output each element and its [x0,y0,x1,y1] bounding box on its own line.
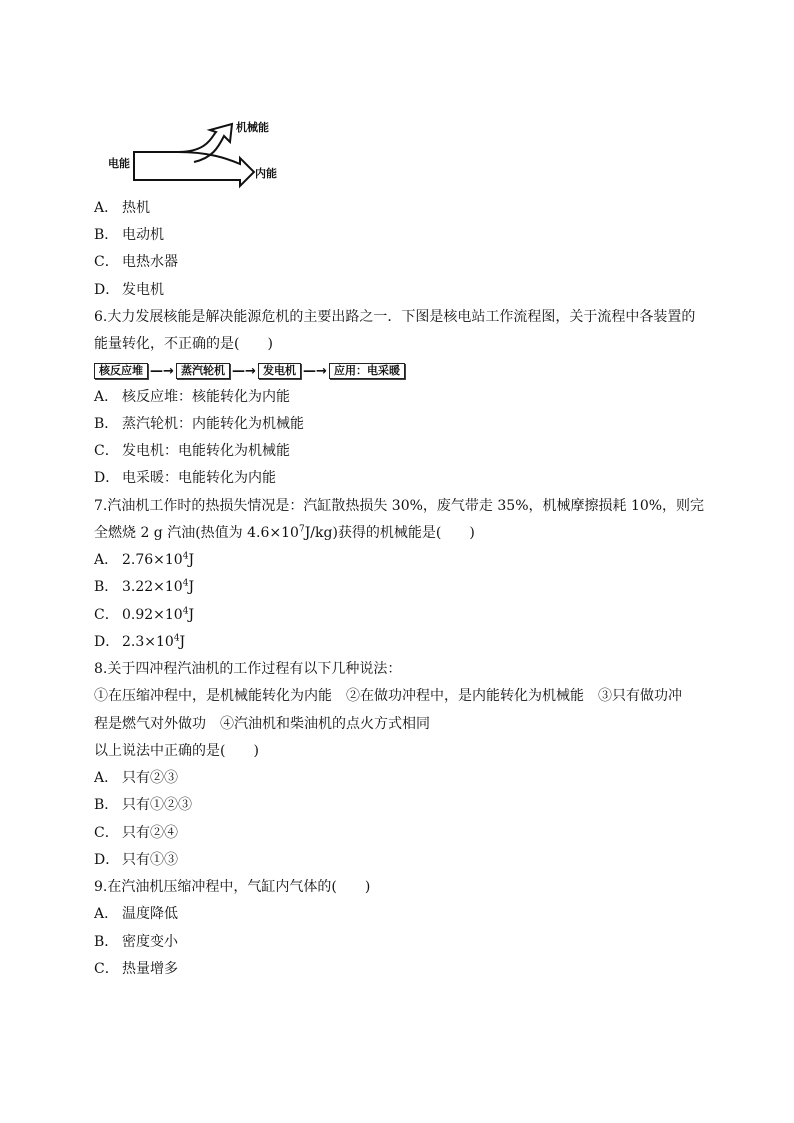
flow-arrow-icon: —→ [150,363,174,379]
q6-option-b: B． 蒸汽轮机：内能转化为机械能 [94,416,304,432]
q7-option-d: D． $2.3\times 10^4J$ [94,633,186,650]
q7-stem-line2: 全燃烧 2 g 汽油(热值为 $4.6\times 10^7J/kg$)获得的机械能是( ) [94,524,475,541]
internal-energy-label: 内能 [255,167,277,180]
flow-arrow-icon: —→ [232,363,256,379]
q7-option-b: B． $3.22\times 10^4J$ [94,578,195,595]
q8-option-c: C． 只有②④ [94,825,178,841]
q6-option-d: D． 电采暖：电能转化为内能 [94,470,276,486]
q9-option-a: A． 温度降低 [94,906,178,922]
q8-statements-line2: 程是燃气对外做功 ④汽油机和柴油机的点火方式相同 [94,716,430,732]
flow-box-application: 应用：电采暖 [329,363,405,379]
q5-option-c: C． 电热水器 [94,254,178,270]
q9-stem: 9.在汽油机压缩冲程中，气缸内气体的( ) [94,879,371,895]
q8-option-b: B． 只有①②③ [94,797,192,813]
mechanical-energy-label: 机械能 [236,121,269,134]
energy-flow-diagram [108,118,288,194]
q8-option-a: A． 只有②③ [94,770,178,786]
q8-statements-line1: ①在压缩冲程中，是机械能转化为内能 ②在做功冲程中，是内能转化为机械能 ③只有做功冲 [94,688,682,704]
q5-option-d: D． 发电机 [94,282,164,298]
q8-stem: 8.关于四冲程汽油机的工作过程有以下几种说法： [94,661,402,677]
q6-stem-line2: 能量转化，不正确的是( ) [94,336,273,352]
q7-option-a: A． $2.76\times 10^4J$ [94,551,195,568]
q5-option-b: B． 电动机 [94,227,164,243]
q5-option-a: A． 热机 [94,200,150,216]
q6-stem-line1: 6.大力发展核能是解决能源危机的主要出路之一．下图是核电站工作流程图，关于流程中各装置的 [94,309,696,325]
flow-box-generator: 发电机 [258,363,301,379]
q7-stem-line1: 7.汽油机工作时的热损失情况是：汽缸散热损失 30%，废气带走 35%，机械摩擦损耗 10%，则完 [94,498,705,514]
flow-box-turbine: 蒸汽轮机 [176,363,230,379]
q6-option-c: C． 发电机：电能转化为机械能 [94,443,290,459]
q8-option-d: D． 只有①③ [94,852,178,868]
q6-option-a: A． 核反应堆：核能转化为内能 [94,389,290,405]
flow-box-reactor: 核反应堆 [94,363,148,379]
q8-prompt: 以上说法中正确的是( ) [94,743,259,759]
flow-arrow-icon: —→ [303,363,327,379]
q7-option-c: C． $0.92\times 10^4J$ [94,606,195,623]
q9-option-b: B． 密度变小 [94,934,178,950]
source-energy-label: 电能 [108,157,130,170]
nuclear-plant-flowchart [94,362,405,380]
q9-option-c: C． 热量增多 [94,961,178,977]
